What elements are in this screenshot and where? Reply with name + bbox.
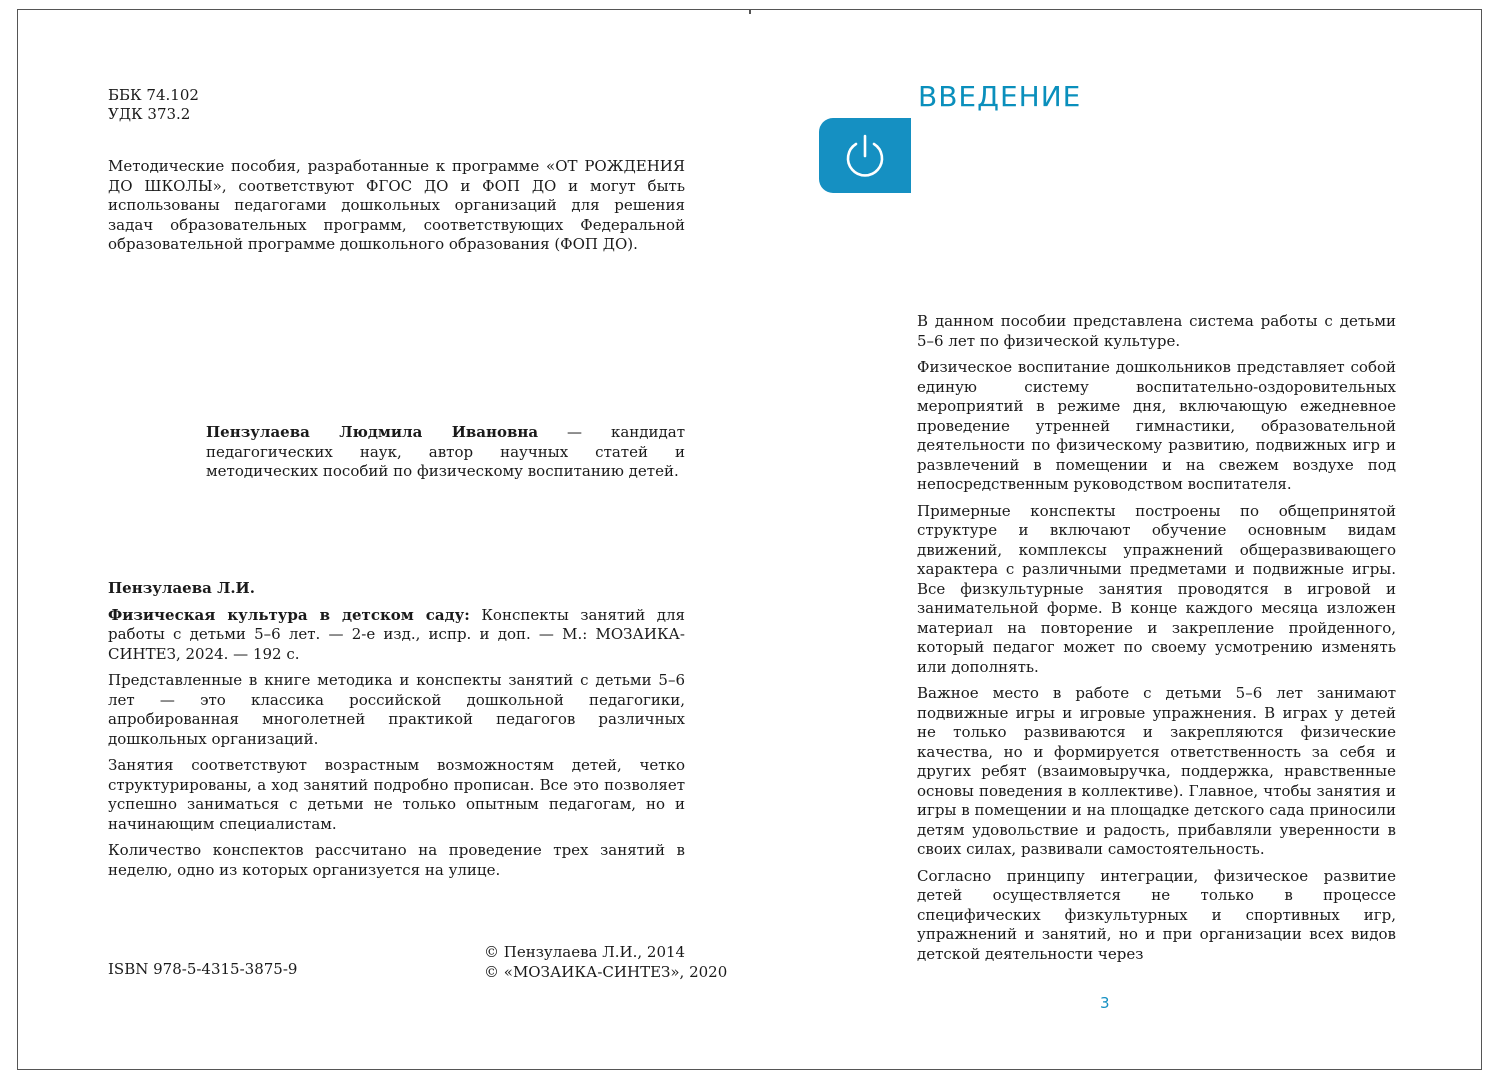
abstract-paragraph: Количество конспектов рассчитано на проведение трех занятий в неделю, одно из которых организуется на улице. [108, 841, 685, 879]
power-icon [841, 132, 889, 180]
copyright-publisher: © «МОЗАИКА-СИНТЕЗ», 2020 [484, 962, 728, 981]
methodology-note-text: Методические пособия, разработанные к программе «ОТ РОЖДЕНИЯ ДО ШКОЛЫ», соответствуют ФГОС ДО и ФОП ДО и могут быть использованы педагогами дошкольных организаций для решения задач образовательных программ, соответствующих Федеральной образовательной программе дошкольного образования (ФОП ДО). [108, 157, 685, 253]
book-details: Конспекты занятий для работы с детьми 5–6 лет. — 2-е изд., испр. и доп. — М.: МОЗАИКА-СИНТЕЗ, 2024. — 192 с. [108, 605, 685, 663]
bbk-code: ББК 74.102 [108, 86, 199, 104]
introduction-body [917, 312, 1396, 964]
intro-paragraph: Важное место в работе с детьми 5–6 лет занимают подвижные игры и игровые упражнения. В играх у детей не только развиваются и закрепляются физические качества, но и формируется ответственность за себя и других ребят (взаимовыручка, поддержка, нравственные основы поведения в коллективе). Главное, чтобы занятия и игры в помещении и на площадке детского сада приносили детям удовольствие и радость, прибавляли уверенности в своих силах, развивали самостоятельность. [917, 684, 1396, 858]
intro-paragraph: Примерные конспекты построены по общепринятой структуре и включают обучение основным видам движений, комплексы упражнений общеразвивающего характера с различными предметами и подвижные игры. Все физкультурные занятия проводятся в игровой и занимательной форме. В конце каждого месяца изложен материал на повторение и закрепление пройденного, который педагог может по своему усмотрению изменять или дополнять. [917, 501, 1396, 676]
copyright-block [484, 943, 727, 982]
intro-paragraph: В данном пособии представлена система работы с детьми 5–6 лет по физической культуре. [917, 312, 1396, 350]
author-bio-name: Пензулаева Людмила Ивановна [206, 423, 539, 441]
page-number: 3 [1100, 994, 1110, 1012]
methodology-note [108, 157, 685, 255]
book-title: Физическая культура в детском саду: [108, 605, 470, 624]
abstract-paragraph: Занятия соответствуют возрастным возможностям детей, четко структурированы, а ход занятий подробно прописан. Все это позволяет успешно заниматься с детьми не только опытным педагогам, но и начинающим специалистам. [108, 756, 685, 833]
classification-codes [108, 86, 199, 124]
author-short: Пензулаева Л.И. [108, 579, 255, 597]
author-bio-text: — кандидат педагогических наук, автор научных статей и методических пособий по физическому воспитанию детей. [206, 423, 685, 480]
abstract-paragraph: Представленные в книге методика и конспекты занятий с детьми 5–6 лет — это классика российской дошкольной педагогики, апробированная многолетней практикой педагогов различных дошкольных организаций. [108, 671, 685, 748]
intro-paragraph: Согласно принципу интеграции, физическое развитие детей осуществляется не только в процессе специфических физкультурных и спортивных игр, упражнений и занятий, но и при организации всех видов детской деятельности через [917, 866, 1396, 963]
chapter-title: ВВЕДЕНИЕ [918, 80, 1082, 113]
chapter-icon-box [819, 118, 911, 193]
fold-mark [749, 9, 751, 14]
intro-paragraph: Физическое воспитание дошкольников представляет собой единую систему воспитательно-оздоровительных мероприятий в режиме дня, включающую ежедневное проведение утренней гимнастики, образовательной деятельности по физическому развитию, подвижных игр и развлечений в помещении и на свежем воздухе под непосредственным руководством воспитателя. [917, 358, 1396, 493]
author-bio [206, 423, 685, 482]
udk-code: УДК 373.2 [108, 105, 191, 123]
copyright-author: © Пензулаева Л.И., 2014 [484, 943, 686, 961]
bibliographic-record [108, 579, 685, 880]
isbn: ISBN 978-5-4315-3875-9 [108, 960, 298, 978]
